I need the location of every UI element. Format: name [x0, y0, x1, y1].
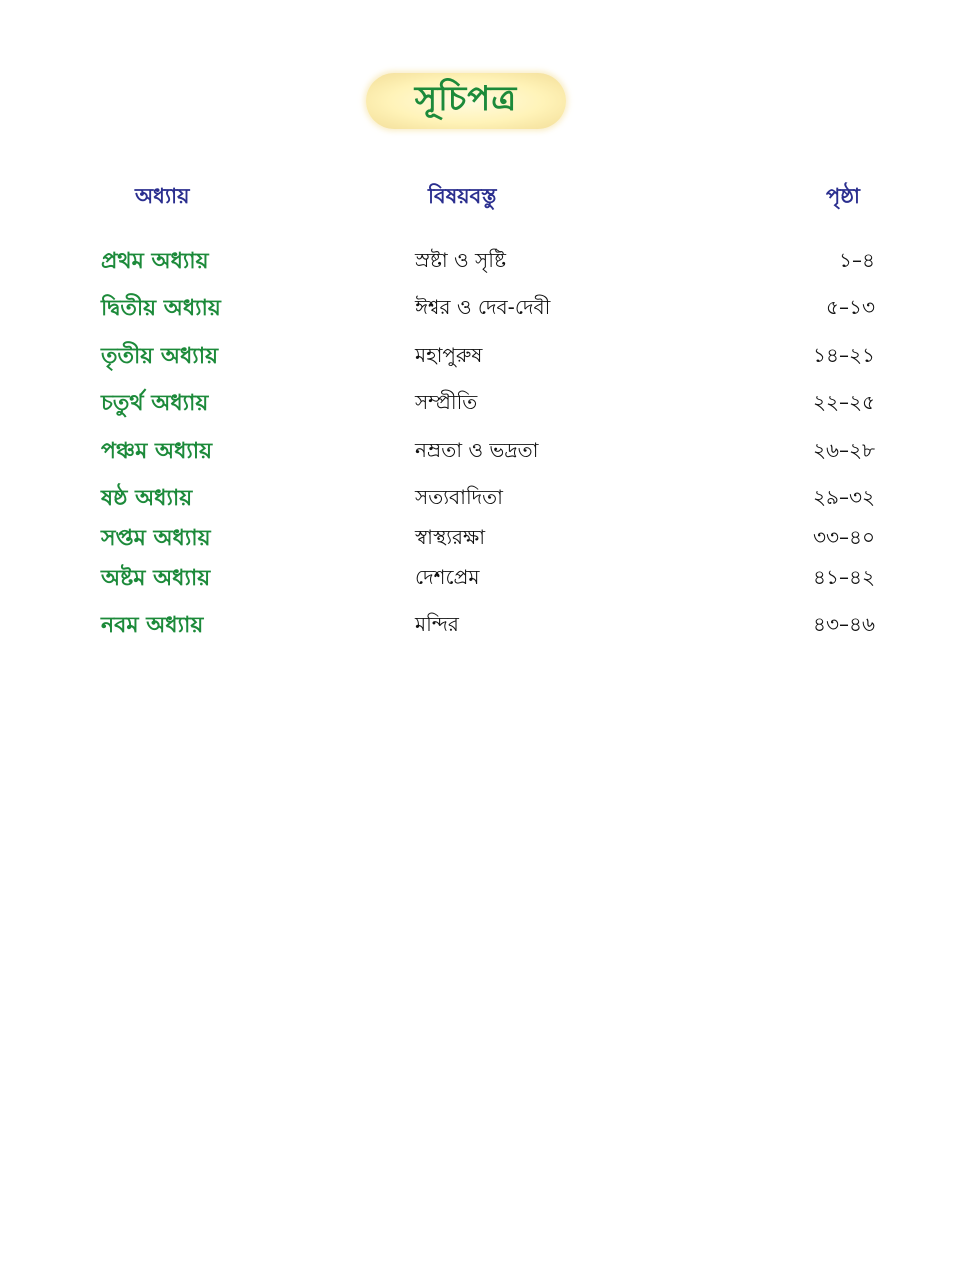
page-range: ১–৪: [839, 248, 875, 272]
header-chapter: অধ্যায়: [135, 184, 190, 208]
toc-row: [0, 386, 978, 420]
chapter-label: পঞ্চম অধ্যায়: [101, 439, 213, 464]
chapter-label: প্রথম অধ্যায়: [101, 249, 209, 274]
toc-row: [0, 291, 978, 325]
chapter-label: চতুর্থ অধ্যায়: [101, 391, 209, 416]
title-banner: [366, 73, 566, 129]
page-range: ৪৩–৪৬: [813, 612, 875, 636]
topic-label: স্রষ্টা ও সৃষ্টি: [415, 248, 506, 272]
topic-label: সম্প্রীতি: [415, 390, 478, 414]
toc-row: [0, 339, 978, 373]
topic-label: সত্যবাদিতা: [415, 485, 503, 509]
page-range: ৪১–৪২: [813, 565, 875, 589]
chapter-label: নবম অধ্যায়: [101, 613, 204, 638]
toc-row: [0, 481, 978, 515]
page-title: সূচিপত্র: [414, 78, 518, 119]
chapter-label: ষষ্ঠ অধ্যায়: [101, 486, 193, 511]
chapter-label: তৃতীয় অধ্যায়: [101, 344, 219, 369]
topic-label: দেশপ্রেম: [415, 565, 480, 589]
page-range: ২৯–৩২: [813, 485, 875, 509]
page-range: ৩৩–৪০: [813, 525, 875, 549]
topic-label: স্বাস্থ্যরক্ষা: [415, 525, 486, 549]
toc-row: [0, 561, 978, 595]
header-pages: পৃষ্ঠা: [826, 184, 861, 208]
toc-row: [0, 521, 978, 555]
header-topic: বিষয়বস্তু: [428, 184, 497, 208]
toc-row: [0, 434, 978, 468]
chapter-label: অষ্টম অধ্যায়: [101, 566, 211, 591]
topic-label: ঈশ্বর ও দেব-দেবী: [415, 295, 551, 319]
page-range: ১৪–২১: [813, 343, 875, 367]
page-range: ২২–২৫: [813, 390, 875, 414]
chapter-label: দ্বিতীয় অধ্যায়: [101, 296, 221, 321]
page-range: ৫–১৩: [826, 295, 875, 319]
topic-label: মহাপুরুষ: [415, 343, 483, 367]
chapter-label: সপ্তম অধ্যায়: [101, 526, 211, 551]
toc-row: [0, 244, 978, 278]
toc-row: [0, 608, 978, 642]
topic-label: নম্রতা ও ভদ্রতা: [415, 438, 539, 462]
topic-label: মন্দির: [415, 612, 459, 636]
page-range: ২৬–২৮: [813, 438, 875, 462]
